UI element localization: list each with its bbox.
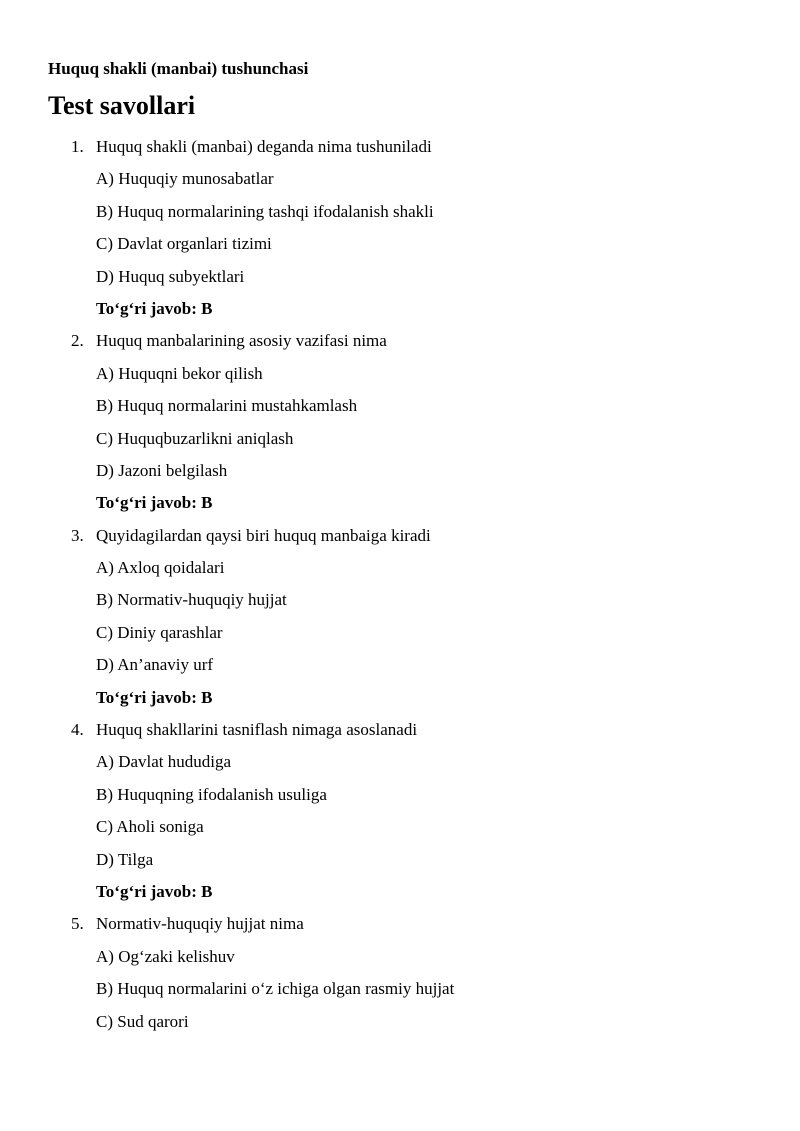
question-1 — [0, 134, 800, 166]
question-number: 2. — [71, 331, 84, 351]
option-line — [0, 361, 800, 393]
option-a: A) Huquqni bekor qilish — [96, 363, 263, 383]
option-line — [0, 587, 800, 619]
answer-line — [0, 685, 800, 717]
option-d: D) An’anaviy urf — [96, 655, 214, 675]
question-text: Quyidagilardan qaysi biri huquq manbaiga kiradi — [96, 525, 431, 545]
answer-line — [0, 296, 800, 328]
option-c: C) Aholi soniga — [96, 817, 204, 837]
option-line — [0, 231, 800, 263]
option-line — [0, 847, 800, 879]
option-line — [0, 166, 800, 198]
option-a: A) Davlat hududiga — [96, 752, 232, 772]
option-line — [0, 458, 800, 490]
question-number: 5. — [71, 914, 84, 934]
option-line — [0, 393, 800, 425]
option-a: A) Og‘zaki kelishuv — [96, 946, 235, 966]
question-number: 1. — [71, 137, 84, 156]
question-list — [0, 134, 800, 1041]
option-d: D) Jazoni belgilash — [96, 460, 228, 480]
option-c: C) Huquqbuzarlikni aniqlash — [96, 428, 294, 448]
option-line — [0, 652, 800, 684]
option-line — [0, 782, 800, 814]
option-c: C) Davlat organlari tizimi — [96, 234, 272, 254]
question-number: 4. — [71, 720, 84, 740]
answer-line — [0, 490, 800, 522]
option-b: B) Huquqning ifodalanish usuliga — [96, 784, 327, 804]
correct-answer: To‘g‘ri javob: B — [96, 493, 213, 513]
option-line — [0, 976, 800, 1008]
option-b: B) Huquq normalarini mustahkamlash — [96, 396, 358, 416]
correct-answer: To‘g‘ri javob: B — [96, 687, 213, 707]
option-line — [0, 749, 800, 781]
question-5 — [0, 911, 800, 943]
option-d: D) Tilga — [96, 849, 154, 869]
option-c: C) Sud qarori — [96, 1011, 189, 1031]
question-3 — [0, 523, 800, 555]
answer-line — [0, 879, 800, 911]
document-title: Test savollari — [48, 91, 196, 120]
option-line — [0, 555, 800, 587]
question-text: Huquq shakllarini tasniflash nimaga asoslanadi — [96, 720, 418, 740]
option-line — [0, 814, 800, 846]
option-a: A) Axloq qoidalari — [96, 558, 225, 578]
question-number: 3. — [71, 525, 84, 545]
option-b: B) Huquq normalarini o‘z ichiga olgan rasmiy hujjat — [96, 979, 455, 999]
option-b: B) Normativ-huquqiy hujjat — [96, 590, 287, 610]
question-text: Huquq shakli (manbai) deganda nima tushuniladi — [96, 137, 432, 156]
question-text: Huquq manbalarining asosiy vazifasi nima — [96, 331, 387, 351]
option-line — [0, 620, 800, 652]
option-line — [0, 944, 800, 976]
correct-answer: To‘g‘ri javob: B — [96, 881, 213, 901]
option-line — [0, 264, 800, 296]
question-text: Normativ-huquqiy hujjat nima — [96, 914, 304, 934]
document-subtitle: Huquq shakli (manbai) tushunchasi — [48, 59, 309, 78]
option-line — [0, 199, 800, 231]
option-line — [0, 1009, 800, 1041]
option-a: A) Huquqiy munosabatlar — [96, 169, 274, 189]
option-d: D) Huquq subyektlari — [96, 266, 245, 286]
question-2 — [0, 328, 800, 360]
option-b: B) Huquq normalarining tashqi ifodalanish shakli — [96, 201, 434, 221]
question-4 — [0, 717, 800, 749]
correct-answer: To‘g‘ri javob: B — [96, 298, 213, 318]
option-c: C) Diniy qarashlar — [96, 622, 223, 642]
option-line — [0, 426, 800, 458]
